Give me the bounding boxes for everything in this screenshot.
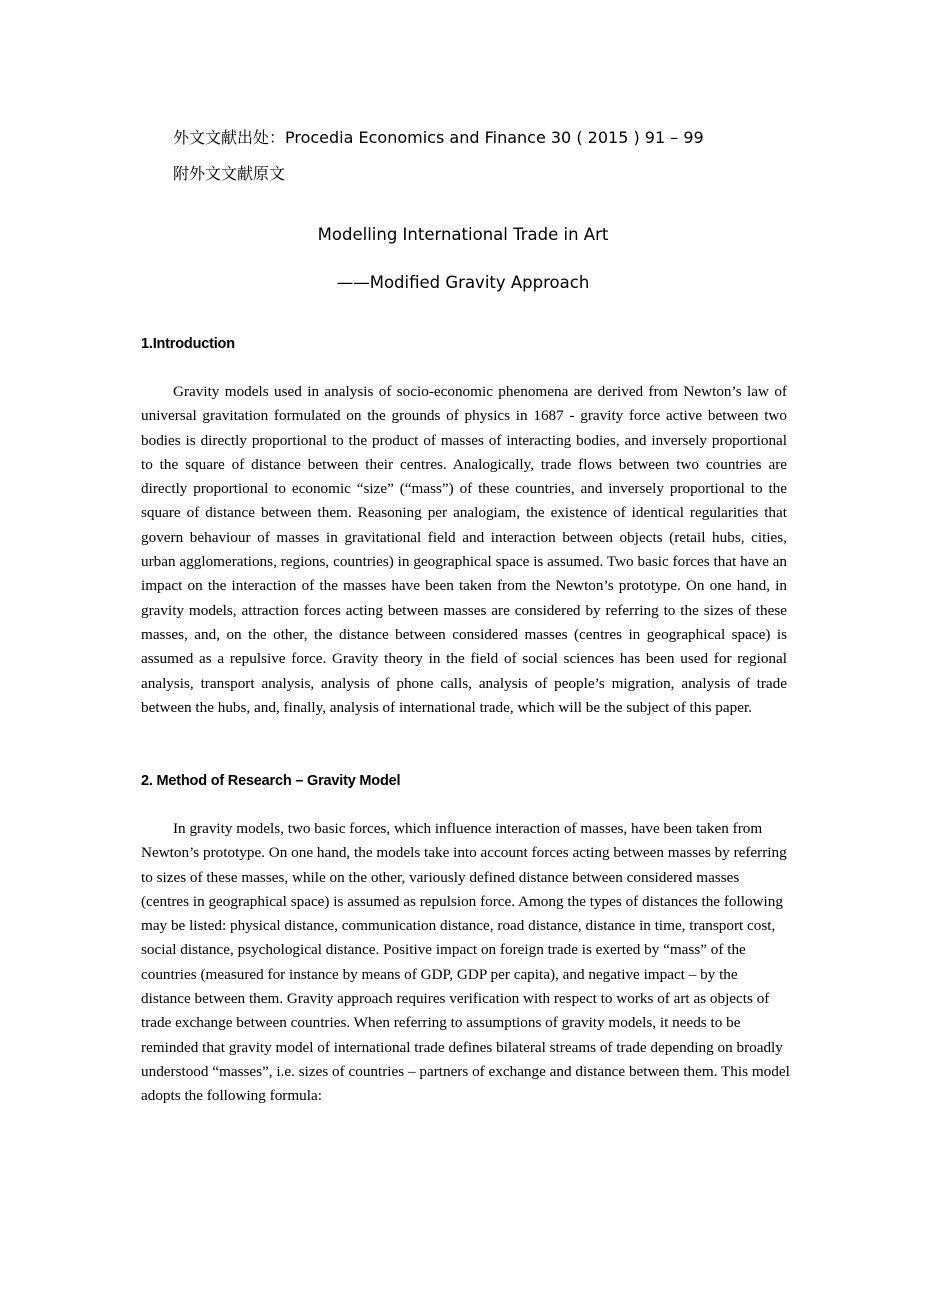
section-heading-introduction: 1.Introduction [141,336,235,352]
attachment-label: 附外文文献原文 [173,164,286,183]
source-citation: 外文文献出处：Procedia Economics and Finance 30 ( 2015 ) 91 – 99 [173,128,704,147]
paper-title: Modelling International Trade in Art [317,225,609,244]
introduction-paragraph: Gravity models used in analysis of socio-economic phenomena are derived from Newton’s law of universal gravitation formulated on the grounds of physics in 1687 - gravity force active between two bodies is directly proportional to the product of masses of interacting bodies, and inversely proportional to the square of distance between their centres. Analogically, trade flows between two countries are directly proportional to economic “size” (“mass”) of these countries, and inversely proportional to the square of distance between them. Reasoning per analogiam, the existence of identical regularities that govern behaviour of masses in gravitational field and interaction between objects (retail hubs, cities, urban agglomerations, regions, countries) in geographical space is assumed. Two basic forces that have an impact on the interaction of the masses have been taken from the Newton’s prototype. On one hand, in gravity models, attraction forces acting between masses are considered by referring to the sizes of these masses, and, on the other, the distance between considered masses (centres in geographical space) is assumed as a repulsive force. Gravity theory in the field of social sciences has been used for regional analysis, transport analysis, analysis of phone calls, analysis of people’s migration, analysis of trade between the hubs, and, finally, analysis of international trade, which will be the subject of this paper. [141,383,787,716]
paper-subtitle: ——Modified Gravity Approach [336,273,590,292]
method-paragraph: In gravity models, two basic forces, which influence interaction of masses, have been taken from Newton’s prototype. On one hand, the models take into account forces acting between masses by referring to sizes of these masses, while on the other, variously defined distance between considered masses (centres in geographical space) is assumed as repulsion force. Among the types of distances the following may be listed: physical distance, communication distance, road distance, distance in time, transport cost, social distance, psychological distance. Positive impact on foreign trade is exerted by “mass” of the countries (measured for instance by means of GDP, GDP per capita), and negative impact – by the distance between them. Gravity approach requires verification with respect to works of art as objects of trade exchange between countries. When referring to assumptions of gravity models, it needs to be reminded that gravity model of international trade defines bilateral streams of trade depending on broadly understood “masses”, i.e. sizes of countries – partners of exchange and distance between them. This model adopts the following formula: [141,820,790,1105]
section-heading-method: 2. Method of Research – Gravity Model [141,773,401,789]
